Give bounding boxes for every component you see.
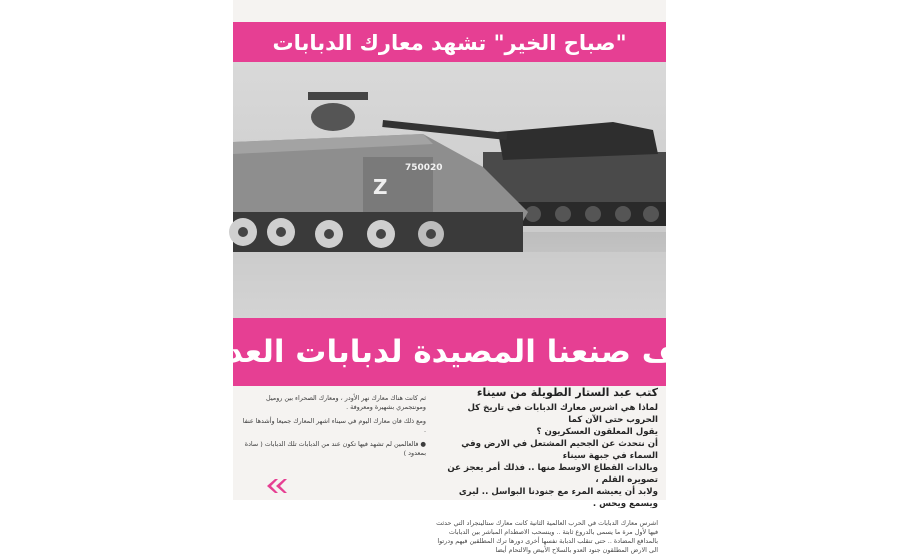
top-banner bbox=[233, 22, 666, 64]
article-column-left bbox=[241, 394, 426, 463]
article-paragraph: ومع ذلك فان معارك اليوم في سيناء اشهر المعارك جميعا وأشدها عنفا . bbox=[242, 417, 426, 434]
headline-banner bbox=[189, 318, 710, 386]
magazine-page bbox=[189, 0, 710, 554]
double-chevron-left-icon[interactable] bbox=[265, 478, 287, 494]
tank-photo bbox=[233, 62, 666, 318]
vehicle-marking: 750020 bbox=[405, 163, 443, 173]
article-line: ولابد أن يعيشه المرء مع جنودنا البواسل .. ليرى ويسمع ويحس . bbox=[458, 487, 658, 509]
svg-text:Z: Z bbox=[373, 175, 388, 199]
banner-title: "صباح الخير" تشهد معارك الدبابات bbox=[272, 31, 627, 55]
headline: كيف صنعنا المصيدة لدبابات العدو؟ bbox=[189, 334, 710, 370]
byline: كتب عبد الستار الطويلة من سيناء bbox=[476, 386, 658, 399]
article-line: أن نتحدث عن الجحيم المشتعل في الارض وفي السماء في جبهة سيناء bbox=[461, 439, 658, 461]
article-paragraph: ● فالعالمين لم تشهد فيها تكون عند من الدبابات تلك الدبابات ( سادة بمعدود ) bbox=[244, 440, 426, 457]
article-column-right bbox=[436, 402, 658, 555]
article-paragraph-small: اشرس معارك الدبابات في الحرب العالمية الثانية كانت معارك ستالينجراد التي حدثت فيها لأول مرة ما يسمى بالدروع ثابتة .. وينسحب الاصطدام المباشر بين الدبابات بالمدافع المضادة .. حتى تنقلب الدبابة نفسها أخرى دورها ترك المطلقين فيهم ودرتوا الى الارض المطلقون جنود العدو بالسلاح الأبيض والالتحام أيضا bbox=[436, 519, 658, 554]
tank-photo-graphic bbox=[233, 62, 666, 318]
article-paragraph: ثم كانت هناك معارك نهر الأودر ، ومعارك الصحراء بين روميل ومونتجمري بشهيرة ومعروفة . bbox=[266, 394, 426, 411]
article-line: وبالذات القطاع الاوسط منها .. فذلك أمر يعجز عن تصويره القلم ، bbox=[447, 463, 658, 485]
article-line: يقول المعلقون العسكريون ؟ bbox=[536, 427, 658, 437]
article-line: لماذا هي اشرس معارك الدبابات في تاريخ كل الحروب حتى الآن كما bbox=[467, 403, 658, 425]
